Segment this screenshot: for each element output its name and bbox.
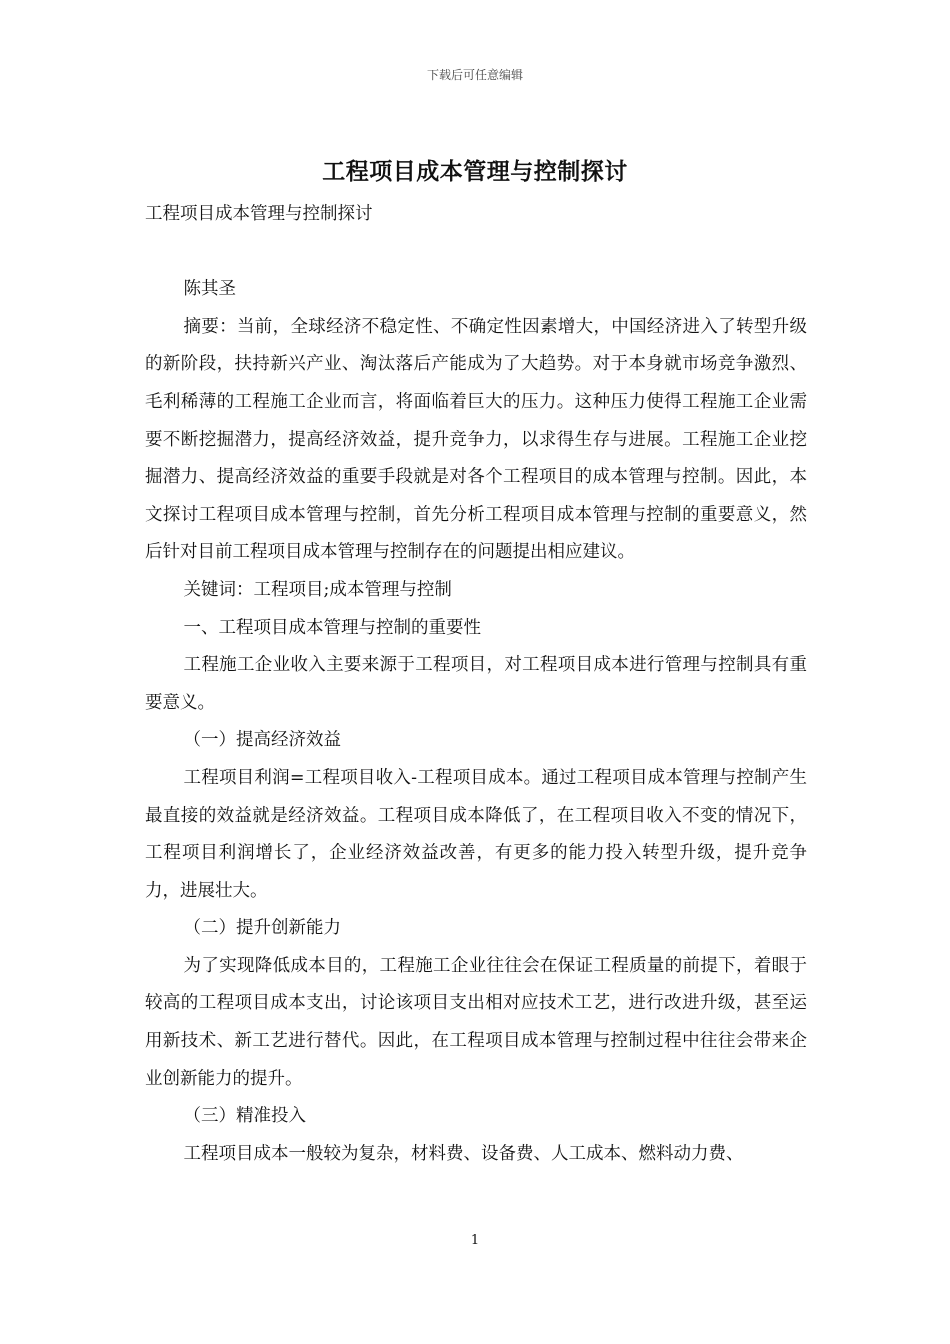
body-paragraph: 工程施工企业收入主要来源于工程项目，对工程项目成本进行管理与控制具有重要意义。 xyxy=(145,655,807,713)
page-number: 1 xyxy=(470,1233,480,1248)
body-paragraph: 为了实现降低成本目的，工程施工企业往往会在保证工程质量的前提下，着眼于较高的工程项目成本支出，讨论该项目支出相对应技术工艺，进行改进升级，甚至运用新技术、新工艺进行替代。因此，在工程项目成本管理与控制过程中往往会带来企业创新能力的提升。 xyxy=(145,955,807,1089)
author: 陈其圣 xyxy=(183,279,236,300)
body-paragraph: 工程项目利润=工程项目收入-工程项目成本。通过工程项目成本管理与控制产生最直接的效益就是经济效益。工程项目成本降低了，在工程项目收入不变的情况下，工程项目利润增长了，企业经济效益改善，有更多的能力投入转型升级，提升竞争力，进展壮大。 xyxy=(145,767,807,901)
subsection-heading: （三）精准投入 xyxy=(183,1106,306,1127)
subsection-heading: （二）提升创新能力 xyxy=(183,918,341,939)
blank-line xyxy=(145,234,807,272)
subtitle: 工程项目成本管理与控制探讨 xyxy=(145,204,373,224)
body-paragraph: 工程项目成本一般较为复杂，材料费、设备费、人工成本、燃料动力费、 xyxy=(183,1143,744,1164)
abstract-paragraph: 摘要：当前，全球经济不稳定性、不确定性因素增大，中国经济进入了转型升级的新阶段，扶持新兴产业、淘汰落后产能成为了大趋势。对于本身就市场竞争激烈、毛利稀薄的工程施工企业而言，将面临着巨大的压力。这种压力使得工程施工企业需要不断挖掘潜力，提高经济效益，提升竞争力，以求得生存与进展。工程施工企业挖掘潜力、提高经济效益的重要手段就是对各个工程项目的成本管理与控制。因此，本文探讨工程项目成本管理与控制，首先分析工程项目成本管理与控制的重要意义，然后针对目前工程项目成本管理与控制存在的问题提出相应建议。 xyxy=(145,316,807,563)
document-title: 工程项目成本管理与控制探讨 xyxy=(322,159,628,185)
subsection-heading: （一）提高经济效益 xyxy=(183,730,341,751)
document-body xyxy=(145,196,807,1173)
keywords: 关键词：工程项目;成本管理与控制 xyxy=(183,579,452,600)
section-heading: 一、工程项目成本管理与控制的重要性 xyxy=(183,617,481,638)
header-note: 下载后可任意编辑 xyxy=(426,68,523,82)
